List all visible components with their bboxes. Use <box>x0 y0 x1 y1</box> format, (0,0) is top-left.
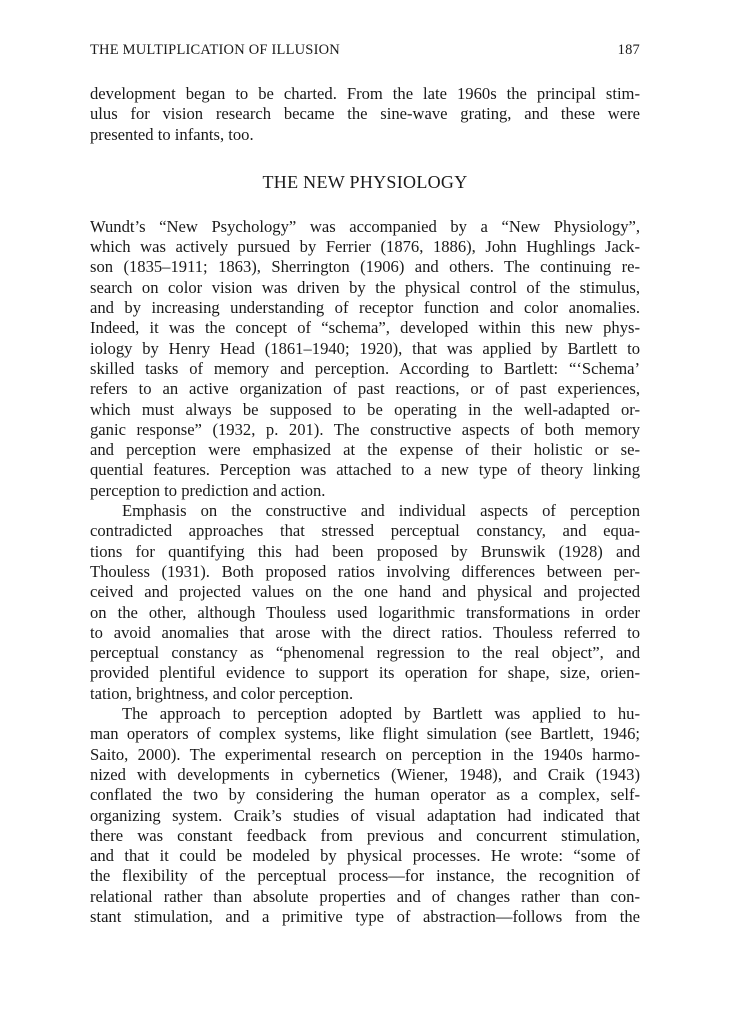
text-line: skilled tasks of memory and perception. According to Bartlett: “‘Schema’ <box>90 358 640 378</box>
text-line: on the other, although Thouless used logarithmic transformations in order <box>90 602 640 622</box>
intro-paragraph <box>90 84 640 145</box>
text-line: provided plentiful evidence to support its operation for shape, size, orien- <box>90 663 640 683</box>
text-line: which must always be supposed to be operating in the well-adapted or- <box>90 399 640 419</box>
text-line: ceived and projected values on the one hand and physical and projected <box>90 582 640 602</box>
text-line: there was constant feedback from previous and concurrent stimulation, <box>90 825 640 845</box>
text-line: The approach to perception adopted by Bartlett was applied to hu- <box>122 704 640 724</box>
text-line: Indeed, it was the concept of “schema”, developed within this new phys- <box>90 318 640 338</box>
text-line: to avoid anomalies that arose with the direct ratios. Thouless referred to <box>90 622 640 642</box>
text-line: conflated the two by considering the human operator as a complex, self- <box>90 785 640 805</box>
text-line: iology by Henry Head (1861–1940; 1920), that was applied by Bartlett to <box>90 338 640 358</box>
paragraph-1 <box>90 217 640 501</box>
text-line: ganic response” (1932, p. 201). The constructive aspects of both memory <box>90 419 640 439</box>
text-line: refers to an active organization of past reactions, or of past experiences, <box>90 379 640 399</box>
text-line: Wundt’s “New Psychology” was accompanied by a “New Physiology”, <box>90 216 640 236</box>
text-line: search on color vision was driven by the physical control of the stimulus, <box>90 277 640 297</box>
text-line: and that it could be modeled by physical processes. He wrote: “some of <box>90 846 640 866</box>
text-line: man operators of complex systems, like flight simulation (see Bartlett, 1946; <box>90 724 640 744</box>
running-title: THE MULTIPLICATION OF ILLUSION <box>90 42 340 58</box>
text-line: nized with developments in cybernetics (Wiener, 1948), and Craik (1943) <box>90 764 640 784</box>
text-line: the flexibility of the perceptual process—for instance, the recognition of <box>90 866 640 886</box>
text-line: contradicted approaches that stressed perceptual constancy, and equa- <box>90 521 640 541</box>
text-line: Saito, 2000). The experimental research on perception in the 1940s harmo- <box>90 744 640 764</box>
text-line: which was actively pursued by Ferrier (1876, 1886), John Hughlings Jack- <box>90 237 640 257</box>
text-line: quential features. Perception was attached to a new type of theory linking <box>90 460 640 480</box>
section-heading: THE NEW PHYSIOLOGY <box>262 171 468 192</box>
text-line: and perception were emphasized at the expense of their holistic or se- <box>90 440 640 460</box>
text-line: Emphasis on the constructive and individual aspects of perception <box>122 501 640 521</box>
text-line: tation, brightness, and color perception. <box>90 683 354 703</box>
book-page <box>90 42 640 927</box>
text-line: organizing system. Craik’s studies of visual adaptation had indicated that <box>90 805 640 825</box>
text-line: and by increasing understanding of receptor function and color anomalies. <box>90 298 640 318</box>
paragraph-3 <box>90 704 640 927</box>
paragraph-2 <box>90 501 640 704</box>
text-line: son (1835–1911; 1863), Sherrington (1906) and others. The continuing re- <box>90 257 640 277</box>
text-line: perceptual constancy as “phenomenal regression to the real object”, and <box>90 643 640 663</box>
text-line: ulus for vision research became the sine-wave grating, and these were <box>90 104 640 124</box>
text-line: presented to infants, too. <box>90 124 254 144</box>
text-line: Thouless (1931). Both proposed ratios involving differences between per- <box>90 561 640 581</box>
text-line: tions for quantifying this had been proposed by Brunswik (1928) and <box>90 541 640 561</box>
text-line: relational rather than absolute properties and of changes rather than con- <box>90 886 640 906</box>
text-line: development began to be charted. From the late 1960s the principal stim- <box>90 84 640 103</box>
running-header <box>90 42 640 64</box>
page-number: 187 <box>617 42 640 58</box>
text-line: stant stimulation, and a primitive type of abstraction—follows from the <box>90 906 640 926</box>
text-line: perception to prediction and action. <box>90 480 326 500</box>
